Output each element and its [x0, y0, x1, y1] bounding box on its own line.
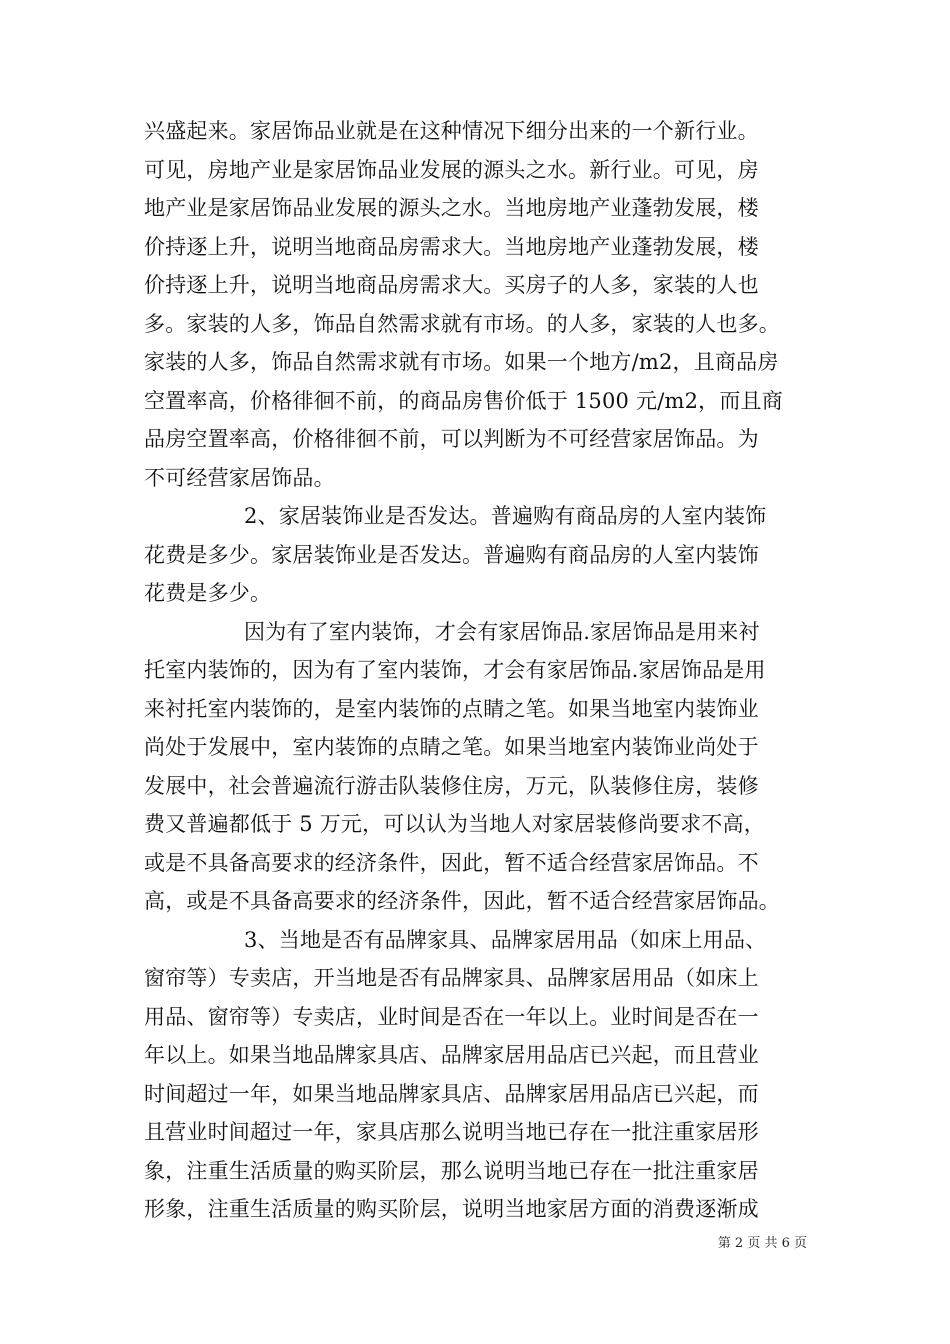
text-line: 可见，房地产业是家居饰品业发展的源头之水。新行业。可见，房 — [144, 157, 759, 182]
text-line: 年以上。如果当地品牌家具店、品牌家居用品店已兴起，而且营业 — [144, 1043, 759, 1067]
text-line: 价持逐上升，说明当地商品房需求大。当地房地产业蓬勃发展，楼 — [144, 234, 759, 259]
text-line: 且营业时间超过一年，家具店那么说明当地已存在一批注重家居形 — [144, 1120, 759, 1144]
text-line: 品房空置率高，价格徘徊不前，可以判断为不可经营家居饰品。为 — [144, 427, 759, 451]
text-line: 来衬托室内装饰的，是室内装饰的点睛之笔。如果当地室内装饰业 — [144, 696, 759, 721]
text-line: 花费是多少。家居装饰业是否发达。普遍购有商品房的人室内装饰 — [144, 542, 759, 567]
text-line: 家装的人多，饰品自然需求就有市场。如果一个地方/m2，且商品房 — [144, 350, 779, 374]
text-line: 多。家装的人多，饰品自然需求就有市场。的人多，家装的人也多。 — [144, 311, 780, 336]
text-line: 或是不具备高要求的经济条件，因此，暂不适合经营家居饰品。不 — [144, 850, 759, 875]
text-line: 用品、窗帘等）专卖店，业时间是否在一年以上。业时间是否在一 — [144, 1004, 759, 1029]
text-line: 费又普遍都低于 5 万元，可以认为当地人对家居装修尚要求不高， — [144, 812, 765, 836]
text-line: 因为有了室内装饰，才会有家居饰品.家居饰品是用来衬 — [244, 619, 760, 644]
text-line: 时间超过一年，如果当地品牌家具店、品牌家居用品店已兴起，而 — [144, 1081, 759, 1106]
page-number: 第 2 页 共 6 页 — [717, 1236, 807, 1251]
text-line: 地产业是家居饰品业发展的源头之水。当地房地产业蓬勃发展，楼 — [144, 196, 759, 220]
text-line: 空置率高，价格徘徊不前，的商品房售价低于 1500 元/m2，而且商 — [144, 388, 783, 413]
text-line: 尚处于发展中，室内装饰的点睛之笔。如果当地室内装饰业尚处于 — [144, 735, 759, 759]
text-line: 2、家居装饰业是否发达。普遍购有商品房的人室内装饰 — [244, 504, 767, 528]
text-line: 高，或是不具备高要求的经济条件，因此，暂不适合经营家居饰品。 — [144, 889, 780, 913]
text-line: 不可经营家居饰品。 — [144, 465, 335, 490]
document-body — [144, 112, 816, 1229]
text-line: 价持逐上升，说明当地商品房需求大。买房子的人多，家装的人也 — [144, 273, 759, 297]
text-line: 3、当地是否有品牌家具、品牌家居用品（如床上用品、 — [244, 927, 767, 952]
text-line: 形象，注重生活质量的购买阶层，说明当地家居方面的消费逐渐成 — [144, 1197, 759, 1221]
text-line: 花费是多少。 — [144, 581, 272, 605]
text-line: 兴盛起来。家居饰品业就是在这种情况下细分出来的一个新行业。 — [144, 119, 759, 143]
text-line: 托室内装饰的，因为有了室内装饰，才会有家居饰品.家居饰品是用 — [144, 658, 766, 682]
text-line: 发展中，社会普遍流行游击队装修住房，万元，队装修住房，装修 — [144, 773, 759, 798]
text-line: 象，注重生活质量的购买阶层，那么说明当地已存在一批注重家居 — [144, 1158, 759, 1183]
text-line: 窗帘等）专卖店，开当地是否有品牌家具、品牌家居用品（如床上 — [144, 966, 759, 990]
